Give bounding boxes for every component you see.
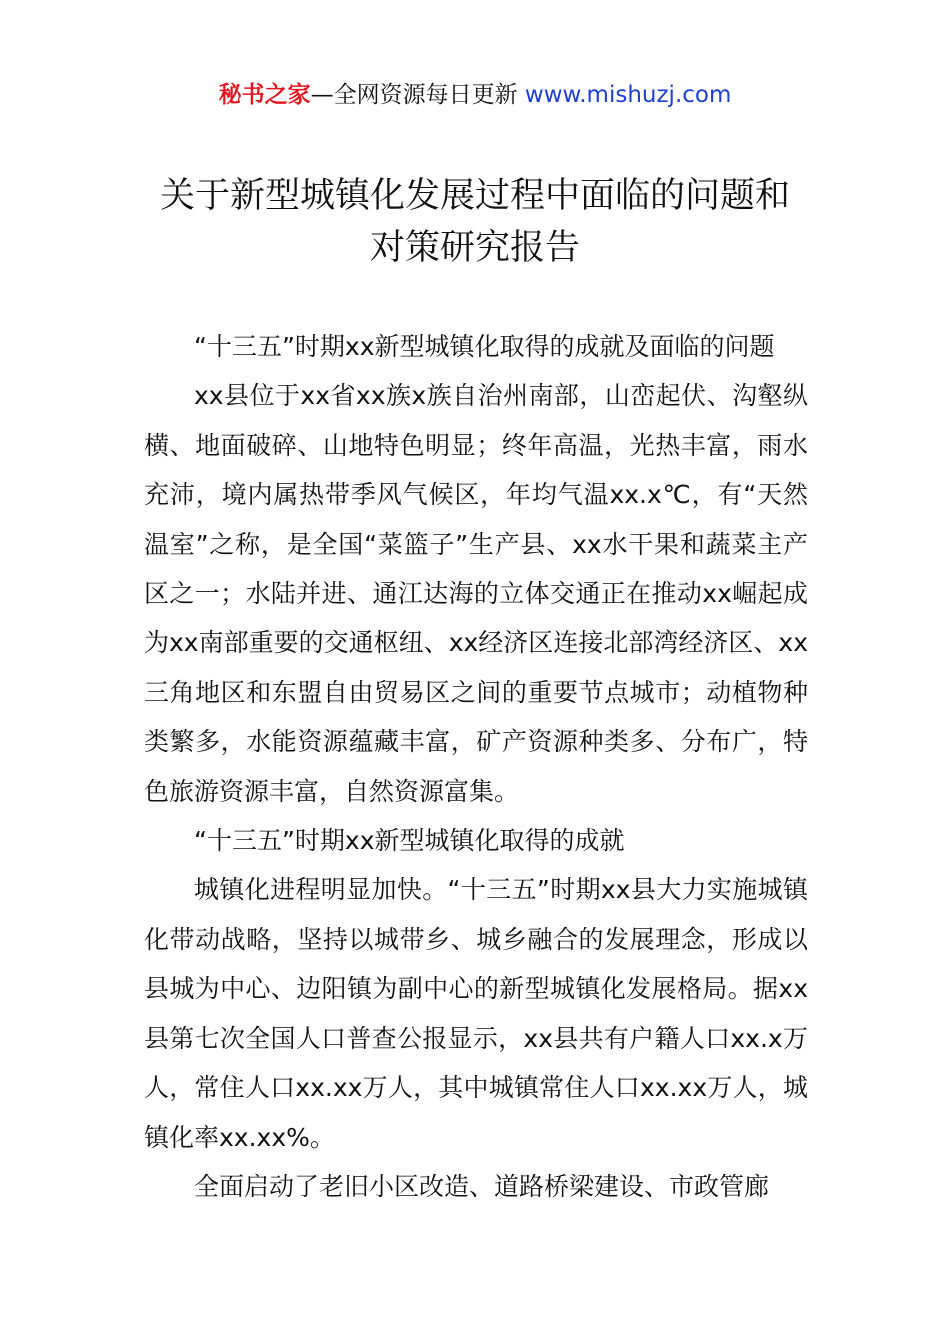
body-paragraph: xx县位于xx省xx族x族自治州南部，山峦起伏、沟壑纵横、地面破碎、山地特色明显；终年高温，光热丰富，雨水充沛，境内属热带季风气候区，年均气温xx.x℃，有“天然温室”之称，是全国“菜篮子”生产县、xx水干果和蔬菜主产区之一；水陆并进、通江达海的立体交通正在推动xx崛起成为xx南部重要的交通枢纽、xx经济区连接北部湾经济区、xx三角地区和东盟自由贸易区之间的重要节点城市；动植物种类繁多，水能资源蕴藏丰富，矿产资源种类多、分布广，特色旅游资源丰富，自然资源富集。 xyxy=(144,381,808,806)
header-tagline: —全网资源每日更新 xyxy=(310,82,525,108)
page-header xyxy=(0,78,950,112)
section-heading: “十三五”时期xx新型城镇化取得的成就 xyxy=(194,826,625,856)
body-paragraph: 城镇化进程明显加快。“十三五”时期xx县大力实施城镇化带动战略，坚持以城带乡、城乡融合的发展理念，形成以县城为中心、边阳镇为副中心的新型城镇化发展格局。据xx县第七次全国人口普查公报显示，xx县共有户籍人口xx.x万人，常住人口xx.xx万人，其中城镇常住人口xx.xx万人，城镇化率xx.xx%。 xyxy=(144,875,808,1152)
body-paragraph: 全面启动了老旧小区改造、道路桥梁建设、市政管廊 xyxy=(194,1171,770,1201)
section-heading: “十三五”时期xx新型城镇化取得的成就及面临的问题 xyxy=(194,332,775,361)
website-link[interactable]: www.mishuzj.com xyxy=(524,82,732,108)
title-line-2: 对策研究报告 xyxy=(369,228,580,268)
title-line-1: 关于新型城镇化发展过程中面临的问题和 xyxy=(159,176,790,216)
document-body xyxy=(144,322,808,1211)
brand-name: 秘书之家 xyxy=(218,82,311,108)
document-title xyxy=(120,170,830,274)
